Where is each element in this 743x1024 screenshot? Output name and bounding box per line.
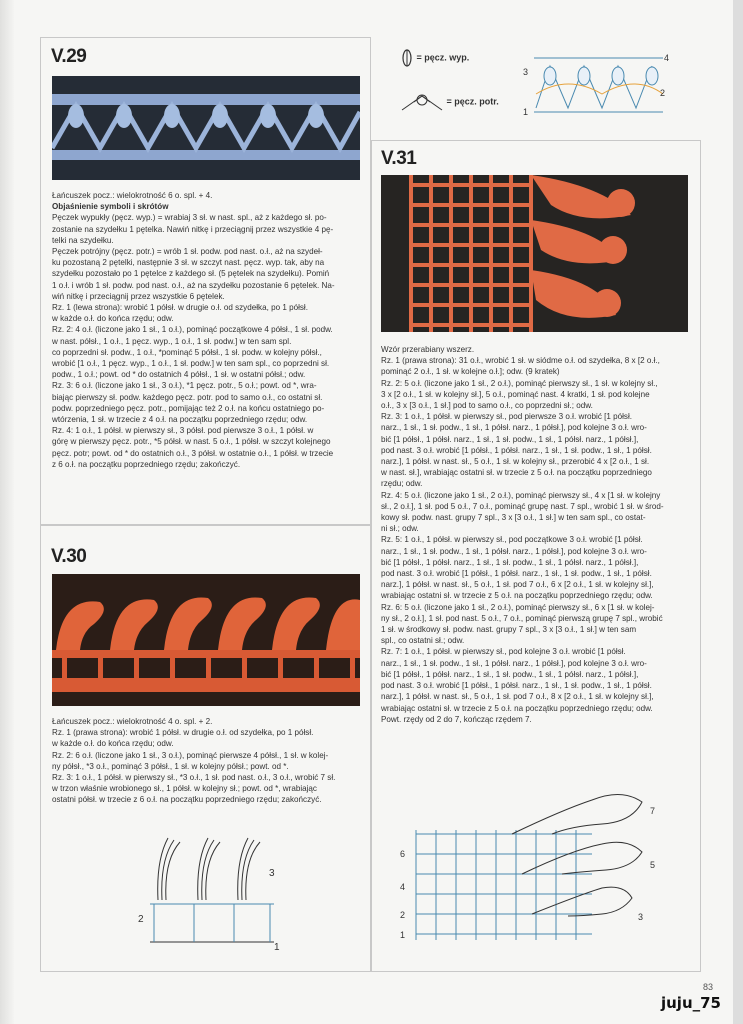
- v31-line: kowy sł. podw. nast. grupy 7 spl., 3 x [3 o.ł., 1 sł.] w ten sam spl., co ostat-: [381, 513, 646, 523]
- v31-lace-image: [381, 175, 688, 332]
- v29-line: wtórzenia, 1 sł. w trzecie z 4 o.ł. na początku poprzedniego rzędu; odw.: [52, 415, 308, 425]
- v31-chart-row-label: 2: [400, 910, 406, 920]
- v31-line: Rz. 3: 1 o.ł., 1 półsł. w pierwszy sł., pod pierwsze 3 o.ł. wrobić [1 półsł.: [381, 412, 633, 422]
- v30-title: V.30: [51, 546, 87, 567]
- page-number: 83: [702, 982, 713, 992]
- v31-line: 3 x [2 o.ł., 1 sł. w kolejny sł.], 5 o.ł., pominąć nast. 4 kratki, 1 sł. pod kolejne: [381, 389, 650, 399]
- v30-chart-diagram: [134, 830, 284, 956]
- v31-line: narz., 1 sł., 1 sł. podw., 1 sł., 1 półsł. narz., 1 półsł.], pod kolejne 3 o.ł. wro-: [381, 423, 647, 433]
- legend-triple-label: = pęcz. potr.: [446, 96, 499, 107]
- v31-line: narz.], 1 półsł. w nast. sł., 5 o.ł., 1 sł. pod 7 o.ł., 8 x [2 o.ł., 1 sł. w kolejny sł.],: [381, 692, 654, 702]
- v31-line: w nast. sł.], wrabiając ostatni sł. w trzecie z 5 o.ł. na początku poprzedniego: [381, 468, 652, 478]
- v31-line: Powt. rzędy od 2 do 7, kończąc rzędem 7.: [381, 714, 532, 724]
- v30-line: ostatni półsł. w trzecie z 6 o.ł. na początku poprzedniego rzędu; zakończyć.: [52, 795, 322, 805]
- v29-line: Rz. 2: 4 o.ł. (liczone jako 1 sł., 1 o.ł.), pominąć początkowe 4 półsł., 1 sł. podw.: [52, 325, 333, 335]
- v29-instructions: [52, 190, 364, 470]
- v29-chart: [518, 48, 678, 122]
- puff-stitch-icon: [400, 48, 414, 68]
- v31-line: bić [1 półsł., 1 półsł. narz., 1 sł., 1 sł. podw., 1 sł., 1 półsł. narz., 1 półsł.],: [381, 557, 639, 567]
- v30-line: w każde o.ł. do końca rzędu; odw.: [52, 739, 174, 749]
- legend-triple: [400, 92, 510, 112]
- v31-chart-row-label: 6: [400, 849, 406, 859]
- v30-line: Łańcuszek pocz.: wielokrotność 4 o. spl. + 2.: [52, 717, 213, 726]
- v29-line: wrobić [1 o.ł., 1 pęcz. wyp., 1 o.ł., 1 sł. podw.] w ten sam spl., co poprzedni sł.: [52, 359, 330, 369]
- v30-line: Rz. 2: 6 o.ł. (liczone jako 1 sł., 3 o.ł.), pominąć pierwsze 4 półsł., 1 sł. w kolej-: [52, 750, 329, 760]
- v29-line: zostanie na szydełku 1 pętelka. Nawiń nitkę i przeciągnij przez wszystkie 4 pę-: [52, 224, 334, 234]
- v30-lace-image: [52, 574, 360, 706]
- page-edge: [733, 0, 743, 1024]
- v29-line: telki na szydełku.: [52, 235, 114, 245]
- v31-title: V.31: [381, 148, 417, 169]
- v29-chart-row-label: 1: [523, 107, 529, 117]
- v29-line: Łańcuszek pocz.: wielokrotność 6 o. spl. + 4.: [52, 191, 213, 200]
- v29-line: biając pierwszy sł. podw. każdego pęcz. potr. pod to samo o.ł., co ostatni sł.: [52, 392, 323, 402]
- v29-line: 1 o.ł. i wrób 1 sł. podw. pod nast. o.ł., aż na szydełku pozostanie 6 pętelek. Na-: [52, 280, 335, 290]
- v30-photo: [52, 574, 360, 706]
- v30-instructions: [52, 716, 364, 806]
- v29-line: z 6 o.ł. na początku poprzedniego rzędu; zakończyć.: [52, 459, 241, 469]
- v29-chart-diagram: [518, 48, 678, 122]
- v31-line: Rz. 2: 5 o.ł. (liczone jako 1 sł., 2 o.ł.), pominąć pierwszy sł., 1 sł. w kolejny sł.,: [381, 378, 658, 388]
- v29-line: wiń nitkę i przeciągnij przez wszystkie 6 pętelek.: [52, 291, 225, 301]
- legend-puff-label: = pęcz. wyp.: [416, 52, 470, 63]
- v30-chart-row-label: 3: [269, 868, 275, 879]
- v29-line: szydełku pozostało po 1 pętelce z każdego sł. (5 pętelek na szydełku). Pomiń: [52, 269, 330, 279]
- v31-line: narz., 1 sł., 1 sł. podw., 1 sł., 1 półsł. narz., 1 półsł.], pod kolejne 3 o.ł. wro-: [381, 658, 647, 668]
- v31-line: Rz. 7: 1 o.ł., 1 półsł. w pierwszy sł., pod kolejne 3 o.ł. wrobić [1 półsł.: [381, 647, 626, 657]
- v29-line: w każde o.ł. do końca rzędu; odw.: [52, 314, 174, 324]
- v29-line: górę w pierwszy pęcz. potr., *5 półsł. w nast. 5 o.ł., 1 półsł. w szczyt kolejnego: [52, 437, 331, 447]
- v31-line: ni sł.; odw.: [381, 524, 419, 534]
- v31-line: wrabiając ostatni sł. w trzecie z 5 o.ł. na początku poprzedniego rzędu; odw.: [381, 703, 653, 713]
- v31-chart-row-label: 1: [400, 930, 406, 940]
- watermark: juju_75: [660, 994, 721, 1012]
- v31-line: spl., co ostatni sł.; odw.: [381, 636, 465, 646]
- v29-photo: [52, 76, 360, 180]
- v30-line: Rz. 3: 1 o.ł., 1 półsł. w pierwszy sł., *3 o.ł., 1 sł. pod nast. o.ł., 3 o.ł., wrobić 7 sł.: [52, 773, 336, 783]
- v29-line: podw., 1 o.ł.; powt. od * do ostatnich 4 półsł., 1 sł. w ostatni półsł.; odw.: [52, 370, 306, 380]
- v31-line: pominąć 2 o.ł., 1 sł. w kolejne o.ł.]; odw. (9 kratek): [381, 367, 560, 377]
- v31-line: sł., 2 o.ł.], 1 sł. pod 5 o.ł., 7 o.ł., pominąć grupę nast. 7 spl., wrobić 1 sł. w środ-: [381, 501, 664, 511]
- v29-line: Pęczek wypukły (pęcz. wyp.) = wrabiaj 3 sł. w nast. spl., aż z każdego sł. po-: [52, 213, 327, 223]
- v29-chart-row-label: 3: [523, 67, 529, 77]
- v29-line: pęcz. potr; powt. od * do ostatnich o.ł., 3 półsł. w ostatnie o.ł., 1 półsł. w trzecie: [52, 448, 334, 458]
- book-spine: [0, 0, 14, 1024]
- v30-chart: [134, 830, 284, 956]
- v31-chart-row-label: 7: [650, 806, 656, 816]
- v31-chart: [392, 780, 692, 950]
- v29-line: Pęczek potrójny (pęcz. potr.) = wrób 1 sł. podw. pod nast. o.ł., aż na szydeł-: [52, 247, 323, 257]
- v31-line: narz.], 1 półsł. w nast. sł., 5 o.ł., 1 sł. pod 7 o.ł., 6 x [2 o.ł., 1 sł. w kolejny sł.],: [381, 580, 654, 590]
- v29-line: Rz. 4: 1 o.ł., 1 półsł. w pierwszy sł., 3 półsł. pod pierwsze 3 o.ł., 1 półsł. w: [52, 426, 314, 436]
- v29-line: Rz. 3: 6 o.ł. (liczone jako 1 sł., 3 o.ł.), *1 pęcz. potr., 5 o.ł.; powt. od *, wra-: [52, 381, 317, 391]
- v31-chart-row-label: 5: [650, 860, 656, 870]
- v31-line: rzędu; odw.: [381, 479, 423, 489]
- v31-line: pod nast. 3 o.ł. wrobić [1 półsł., 1 półsł. narz., 1 sł., 1 sł. podw., 1 sł., 1 półsł.: [381, 569, 652, 579]
- v29-line: Objaśnienie symboli i skrótów: [52, 202, 169, 212]
- v30-line: ny półsł., *3 o.ł., pominąć 3 półsł., 1 sł. w kolejny półsł.; powt. od *.: [52, 761, 289, 771]
- v31-line: Wzór przerabiany wszerz.: [381, 345, 475, 354]
- v31-chart-diagram: [392, 780, 692, 950]
- v31-line: Rz. 5: 1 o.ł., 1 półsł. w pierwszy sł., pod początkowe 3 o.ł. wrobić [1 półsł.: [381, 535, 643, 545]
- v31-line: Rz. 4: 5 o.ł. (liczone jako 1 sł., 2 o.ł.), pominąć pierwszy sł., 4 x [1 sł. w kolejny: [381, 490, 661, 500]
- v29-line: co poprzedni sł. podw., 1 o.ł., *pominąć 5 półsł., 1 sł. podw. w kolejny półsł.,: [52, 347, 322, 357]
- v31-line: pod nast. 3 o.ł. wrobić [1 półsł., 1 półsł. narz., 1 sł., 1 sł. podw., 1 sł., 1 półsł.: [381, 445, 652, 455]
- v31-chart-row-label: 4: [400, 882, 406, 892]
- v29-chart-row-label: 2: [660, 88, 666, 98]
- v31-line: Rz. 1 (prawa strona): 31 o.ł., wrobić 1 sł. w siódme o.ł. od szydełka, 8 x [2 o.ł.,: [381, 356, 660, 366]
- v29-line: w nast. półsł., 1 o.ł., 1 pęcz. wyp., 1 o.ł., 1 sł. podw.] w ten sam spl.: [52, 336, 292, 346]
- v29-lace-image: [52, 76, 360, 180]
- v31-chart-row-label: 3: [638, 912, 644, 922]
- v31-line: narz., 1 sł., 1 sł. podw., 1 sł., 1 półsł. narz., 1 półsł.], pod kolejne 3 o.ł. wro-: [381, 546, 647, 556]
- v31-line: pod nast. 3 o.ł. wrobić [1 półsł., 1 półsł. narz., 1 sł., 1 sł. podw., 1 sł., 1 półsł.: [381, 681, 652, 691]
- v31-line: bić [1 półsł., 1 półsł. narz., 1 sł., 1 sł. podw., 1 sł., 1 półsł. narz., 1 półsł.],: [381, 669, 639, 679]
- v29-line: podw. poprzedniego pęcz. potr., pomijając też 2 o.ł. na końcu ostatniego po-: [52, 403, 325, 413]
- v29-title: V.29: [51, 46, 87, 67]
- v29-line: ku pozostaną 2 pętelki, następnie 3 sł. w szczyt nast. pęcz. wyp. tak, aby na: [52, 258, 325, 268]
- v30-chart-row-label: 2: [138, 914, 144, 925]
- v30-line: w trzon właśnie wrobionego sł., 1 półsł. w kolejny sł.; powt. od *, wrabiając: [52, 784, 317, 794]
- v31-line: 1 sł. w środkowy sł. podw. nast. grupy 7 spl., 3 x [3 o.ł., 1 sł.] w ten sam: [381, 625, 637, 635]
- v31-line: o.ł., 3 x [3 o.ł., 1 sł.] pod to samo o.ł., co poprzedni sł.; odw.: [381, 401, 593, 411]
- v31-instructions: [381, 344, 693, 725]
- v29-chart-row-label: 4: [664, 53, 670, 63]
- v31-line: Rz. 6: 5 o.ł. (liczone jako 1 sł., 2 o.ł.), pominąć pierwszy sł., 6 x [1 sł. w kolej-: [381, 602, 655, 612]
- v30-line: Rz. 1 (prawa strona): wrobić 1 półsł. w drugie o.ł. od szydełka, po 1 półsł.: [52, 728, 314, 738]
- v31-line: ny sł., 2 o.ł.], 1 sł. pod nast. 5 o.ł., 7 o.ł., pominąć pierwszą grupę 7 spl., wrobić: [381, 613, 663, 623]
- v31-line: wrabiając ostatni sł. w trzecie z 5 o.ł. na początku poprzedniego rzędu; odw.: [381, 591, 653, 601]
- legend-puff: [400, 48, 510, 68]
- v31-line: bić [1 półsł., 1 półsł. narz., 1 sł., 1 sł. podw., 1 sł., 1 półsł. narz., 1 półsł.],: [381, 434, 639, 444]
- triple-stitch-icon: [400, 92, 444, 112]
- v31-photo: [381, 175, 688, 332]
- v31-line: narz.], 1 półsł. w nast. sł., 5 o.ł., 1 sł. w kolejny sł., przerobić 4 x [2 o.ł., 1 sł.: [381, 457, 650, 467]
- v30-chart-row-label: 1: [274, 942, 280, 953]
- v29-line: Rz. 1 (lewa strona): wrobić 1 półsł. w drugie o.ł. od szydełka, po 1 półsł.: [52, 303, 308, 313]
